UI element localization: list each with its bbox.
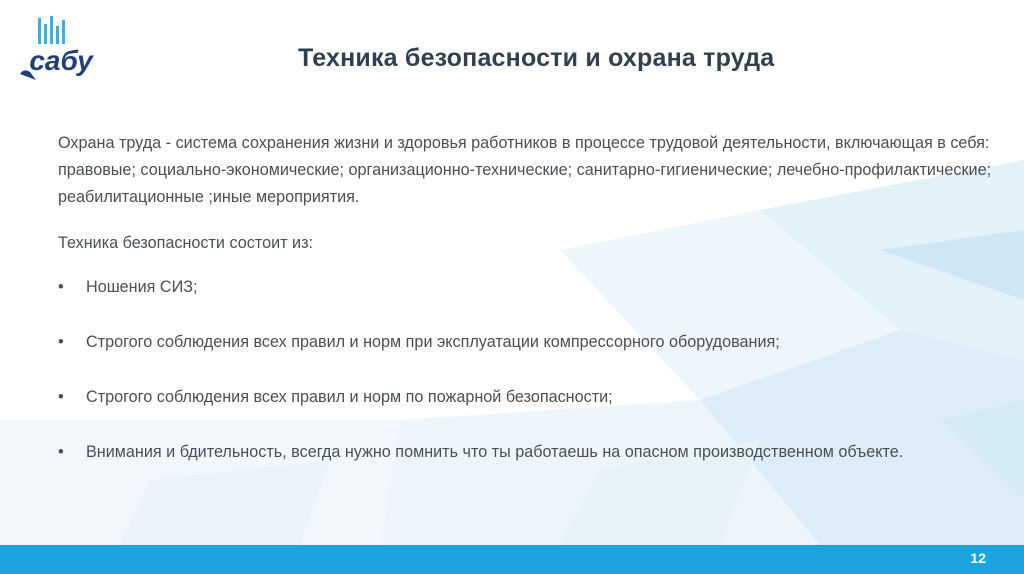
definition-paragraph: Охрана труда - система сохранения жизни и здоровья работников в процессе трудовой деятельности, включающая в себя: правовые; социально-экономические; организационно-технические; санитарно-гигиенические; лечебно-профилактические; реабилитационные ;иные мероприятия. [58, 134, 992, 206]
company-logo [18, 14, 104, 84]
bullet-dot: • [58, 443, 64, 461]
list-item [58, 274, 1003, 301]
list-item-text: Ношения СИЗ; [86, 278, 198, 296]
safety-bullet-list [58, 274, 1003, 466]
list-item [58, 329, 1003, 356]
svg-text:сабу: сабу [29, 45, 93, 76]
footer-bar [0, 545, 1024, 574]
list-item-text: Строгого соблюдения всех правил и норм по пожарной безопасности; [86, 388, 613, 406]
bullet-dot: • [58, 278, 64, 296]
list-item [58, 384, 1003, 411]
list-item-text: Строгого соблюдения всех правил и норм при эксплуатации компрессорного оборудования; [86, 333, 780, 351]
page-number: 12 [970, 550, 986, 566]
slide-title: Техника безопасности и охрана труда [298, 44, 775, 72]
bullet-dot: • [58, 333, 64, 351]
slide-body [58, 130, 1003, 494]
bullet-dot: • [58, 388, 64, 406]
safety-intro-paragraph: Техника безопасности состоит из: [58, 234, 313, 252]
list-item [58, 439, 1003, 466]
list-item-text: Внимания и бдительность, всегда нужно помнить что ты работаешь на опасном производственном объекте. [86, 443, 904, 461]
